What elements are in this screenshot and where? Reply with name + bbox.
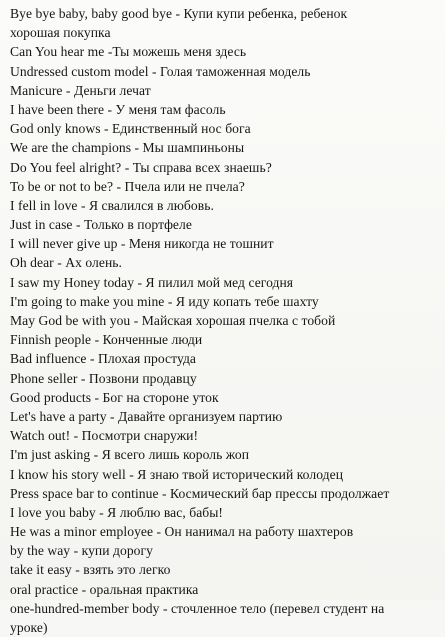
text-line: Can You hear me -Ты можешь меня здесь — [10, 44, 247, 60]
text-line: Let's have a party - Давайте организуем партию — [10, 408, 283, 424]
text-line: I'm just asking - Я всего лишь король жоп — [10, 447, 250, 463]
text-line: take it easy - взять это легко — [10, 562, 171, 578]
text-line: Good products - Бог на стороне уток — [10, 389, 219, 405]
text-line: Bye bye baby, baby good bye - Купи купи ребенка, ребенок — [10, 6, 348, 21]
text-block — [10, 4, 442, 637]
text-line: I know his story well - Я знаю твой исторический колодец — [10, 466, 344, 482]
text-line: I'm going to make you mine - Я иду копать тебе шахту — [10, 293, 319, 309]
text-line: I love you baby - Я люблю вас, бабы! — [10, 504, 224, 520]
text-line: I saw my Honey today - Я пилил мой мед сегодня — [10, 274, 294, 290]
text-line: Oh dear - Ах олень. — [10, 255, 122, 271]
text-line: He was a minor employee - Он нанимал на работу шахтеров — [10, 524, 354, 540]
text-line: May God be with you - Майская хорошая пчелка с тобой — [10, 313, 336, 328]
text-line: Bad influence - Плохая простуда — [10, 351, 196, 367]
text-line: Finnish people - Конченные люди — [10, 332, 203, 348]
text-line: by the way - купи дорогу — [10, 543, 154, 559]
text-line: уроке) — [10, 620, 48, 635]
text-line: God only knows - Единственный нос бога — [10, 121, 251, 137]
text-line: To be or not to be? - Пчела или не пчела? — [10, 178, 245, 194]
text-line: Watch out! - Посмотри снаружи! — [10, 428, 199, 444]
text-line: Do You feel alright? - Ты справа всех знаешь? — [10, 159, 272, 175]
text-line: Just in case - Только в портфеле — [10, 217, 192, 233]
text-line: Manicure - Деньги лечат — [10, 82, 151, 98]
text-line: one-hundred-member body - сточленное тело (перевел студент на — [10, 600, 385, 616]
text-line: хорошая покупка — [10, 25, 111, 41]
text-line: Undressed custom model - Голая таможенная модель — [10, 63, 311, 79]
text-line: I will never give up - Меня никогда не тошнит — [10, 236, 274, 252]
text-line: oral practice - оральная практика — [10, 581, 199, 597]
text-line: I fell in love - Я свалился в любовь. — [10, 197, 214, 213]
text-line: Phone seller - Позвони продавцу — [10, 370, 197, 386]
text-line: We are the champions - Мы шампиньоны — [10, 140, 245, 156]
text-line: I have been there - У меня там фасоль — [10, 101, 226, 117]
text-line: Press space bar to continue - Космический бар прессы продолжает — [10, 485, 390, 501]
